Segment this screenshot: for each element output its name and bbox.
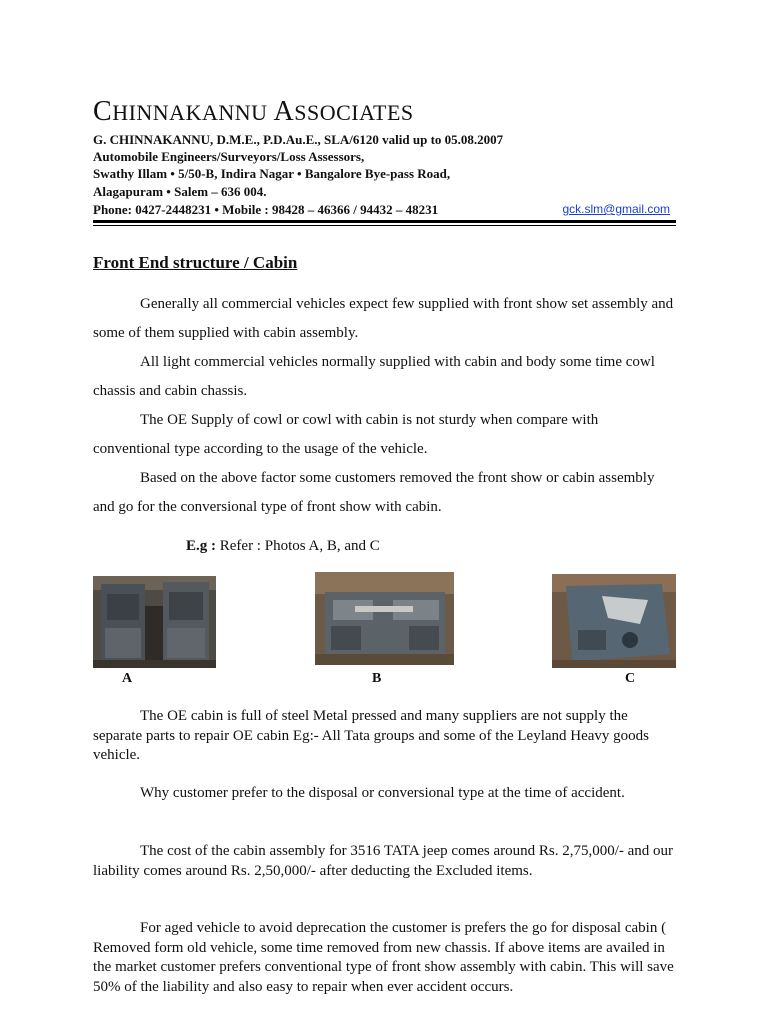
photo-a-image [93,576,216,668]
eg-text: Refer : Photos A, B, and C [216,538,380,554]
photo-c-image [552,574,676,668]
header-rule-thin [93,225,676,226]
photo-reference [186,538,380,555]
letterhead-address-2: Alagapuram • Salem – 636 004. [93,184,267,199]
photo-b-image [315,572,454,665]
paragraph: All light commercial vehicles normally supplied with cabin and body some time cowl chassis and cabin chassis. [93,354,655,399]
letterhead-address-1: Swathy Illam • 5/50-B, Indira Nagar • Bangalore Bye-pass Road, [93,166,451,181]
photo-b [315,572,454,665]
letterhead-credentials: G. CHINNAKANNU, D.M.E., P.D.Au.E., SLA/6120 valid up to 05.08.2007 [93,132,504,147]
paragraph: Based on the above factor some customers removed the front show or cabin assembly and go for the conversional type of front show with cabin. [93,470,655,515]
letterhead-profession: Automobile Engineers/Surveyors/Loss Assessors, [93,149,365,164]
photo-c [552,574,676,668]
eg-label: E.g : [186,538,216,554]
paragraph: The cost of the cabin assembly for 3516 TATA jeep comes around Rs. 2,75,000/- and our liability comes around Rs. 2,50,000/- after deducting the Excluded items. [93,843,674,879]
letterhead-phone: Phone: 0427-2448231 • Mobile : 98428 – 46366 / 94432 – 48231 [93,202,439,217]
photo-c-label: C [625,671,636,686]
paragraph: The OE Supply of cowl or cowl with cabin is not sturdy when compare with conventional type according to the usage of the vehicle. [93,412,599,457]
photo-a-label: A [122,671,133,686]
paragraph: The OE cabin is full of steel Metal pressed and many suppliers are not supply the separate parts to repair OE cabin Eg:- All Tata groups and some of the Leyland Heavy goods vehicle. [93,708,650,763]
photo-b-label: B [372,671,382,686]
photo-a [93,576,216,668]
section-heading: Front End structure / Cabin [93,253,298,272]
email-link[interactable]: gck.slm@gmail.com [562,202,670,216]
paragraph: Generally all commercial vehicles expect few supplied with front show set assembly and some of them supplied with cabin assembly. [93,296,674,341]
header-rule-thick [93,220,676,223]
paragraph: Why customer prefer to the disposal or conversional type at the time of accident. [140,785,625,801]
company-name: CHINNAKANNU ASSOCIATES [93,96,414,127]
paragraph: For aged vehicle to avoid deprecation the customer is prefers the go for disposal cabin ( Removed form old vehicle, some time removed from new chassis. If above items are availed in the market customer prefers conventional type of front show assembly with cabin. This will save 50% of the liability and also easy to repair when ever accident occurs. [93,920,674,995]
